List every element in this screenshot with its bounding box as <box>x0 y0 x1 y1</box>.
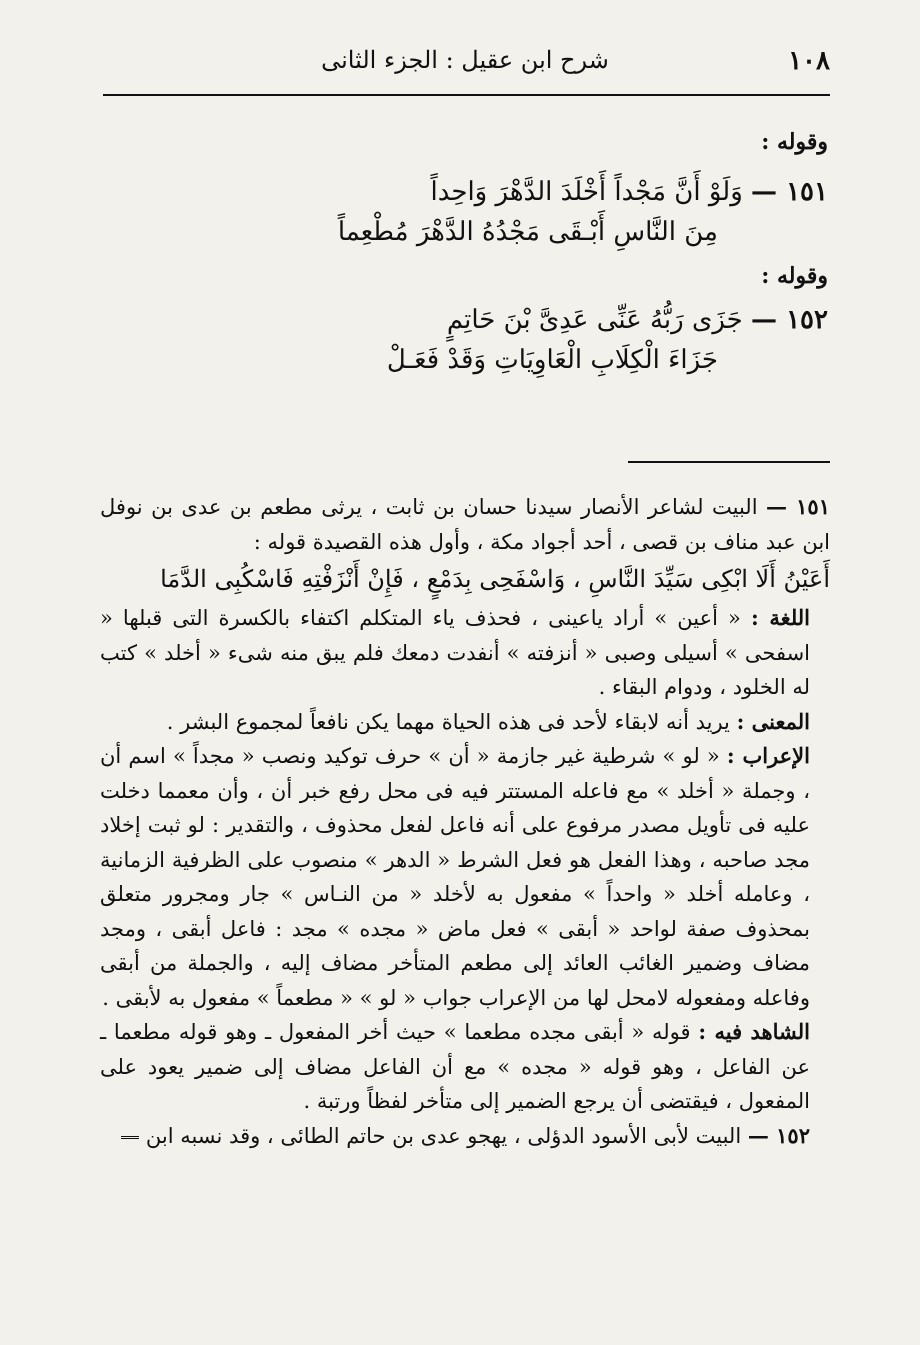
irab-label: الإعراب : <box>726 743 810 768</box>
footnote-separator <box>628 461 830 463</box>
irab-text: « لو » شرطية غير جازمة « أن » حرف توكيد ونصب « مجداً » اسم أن ، وجملة « أخلد » مع فاعله المستتر فيه فى محل رفع خبر أن ، وأن معمما دخلت عليه فى تأويل مصدر مرفوع على أنه فاعل لفعل محذوف ، والتقدير : لو ثبت إخلاد مجد صاحبه ، وهذا الفعل هو فعل الشرط « الدهر » منصوب على الظرفية الزمانية ، وعامله أخلد « واحداً » مفعول به لأخلد « من النـاس » جار ومجرور متعلق بمحذوف صفة لواحد « أبقى » فعل ماض « مجده » مجد : فاعل أبقى ، ومجد مضاف وضمير الغائب العائد إلى مطعم المتأخر مضاف إليه ، والجملة من أبقى وفاعله ومفعوله لامحل لها من الإعراب جواب « لو » « مطعماً » مفعول به لأبقى . <box>100 744 810 1010</box>
verse-intro-152: وقوله : <box>761 263 828 289</box>
lugha-text: « أعين » أراد ياعينى ، فحذف ياء المتكلم اكتفاء بالكسرة التى قبلها « اسفحى » أسيلى وصبى « أنزفته » أنفدت دمعك فلم يبق منه شىء « أخلد » كتب له الخلود ، ودوام البقاء . <box>100 606 810 699</box>
maana-label: المعنى : <box>736 708 810 734</box>
verse-152-hemistich-1: جَزَى رَبُّهُ عَنِّى عَدِىَّ بْنَ حَاتِمٍ <box>446 305 743 335</box>
maana-text: يريد أنه لابقاء لأحد فى هذه الحياة مهما يكن نافعاً لمجموع البشر . <box>166 709 730 734</box>
verse-152-line-1 <box>110 300 828 340</box>
verse-152-line-2: جَزَاءَ الْكِلَابِ الْعَاوِيَاتِ وَقَدْ فَعَـلْ <box>386 345 718 375</box>
footnote-number-152: ١٥٢ — <box>747 1122 810 1148</box>
irab-paragraph <box>100 739 830 1015</box>
verse-151-hemistich-1: وَلَوْ أَنَّ مَجْداً أَخْلَدَ الدَّهْرَ وَاحِداً <box>430 177 743 207</box>
verse-151-line-2: مِنَ النَّاسِ أَبْـقَى مَجْدُهُ الدَّهْرَ مُطْعِماً <box>337 217 718 247</box>
page-number: ١٠٨ <box>788 46 830 76</box>
verse-number-152: ١٥٢ — <box>751 305 828 335</box>
running-title: شرح ابن عقيل : الجزء الثانى <box>321 46 609 74</box>
verse-number-151: ١٥١ — <box>751 177 828 207</box>
footnote-number-151: ١٥١ — <box>766 494 830 519</box>
footnotes <box>100 490 830 1153</box>
shahid-label: الشاهد فيه : <box>698 1019 810 1044</box>
continuation-mark <box>121 1136 139 1139</box>
page-header <box>100 40 830 80</box>
main-text <box>110 128 828 448</box>
footnote-151 <box>100 490 830 559</box>
footnote-152-text: البيت لأبى الأسود الدؤلى ، يهجو عدى بن حاتم الطائى ، وقد نسبه ابن <box>145 1123 742 1148</box>
header-rule <box>103 94 830 96</box>
footnote-151-text: البيت لشاعر الأنصار سيدنا حسان بن ثابت ، يرثى مطعم بن عدى بن نوفل ابن عبد مناف بن قصى ، أحد أجواد مكة ، وأول هذه القصيدة قوله : <box>100 495 830 554</box>
lugha-paragraph <box>100 601 830 705</box>
shahid-paragraph <box>100 1015 830 1119</box>
verse-intro-151: وقوله : <box>761 129 828 155</box>
shahid-text: قوله « أبقى مجده مطعما » حيث أخر المفعول ـ وهو قوله مطعما ـ عن الفاعل ، وهو قوله « مجده » مع أن الفاعل مضاف إلى ضمير يعود على المفعول ، فيقتضى أن يرجع الضمير إلى متأخر لفظاً ورتبة . <box>100 1020 810 1113</box>
verse-151-line-1 <box>110 172 828 212</box>
maana-paragraph <box>100 705 830 740</box>
footnote-152 <box>100 1119 830 1154</box>
quoted-verse: أَعَيْنُ أَلَا ابْكِى سَيِّدَ النَّاسِ ، وَاسْفَحِى بِدَمْعٍ ، فَإِنْ أَنْزَفْتِهِ فَاسْكُبِى الدَّمَا <box>160 565 830 593</box>
lugha-label: اللغة : <box>750 605 811 630</box>
